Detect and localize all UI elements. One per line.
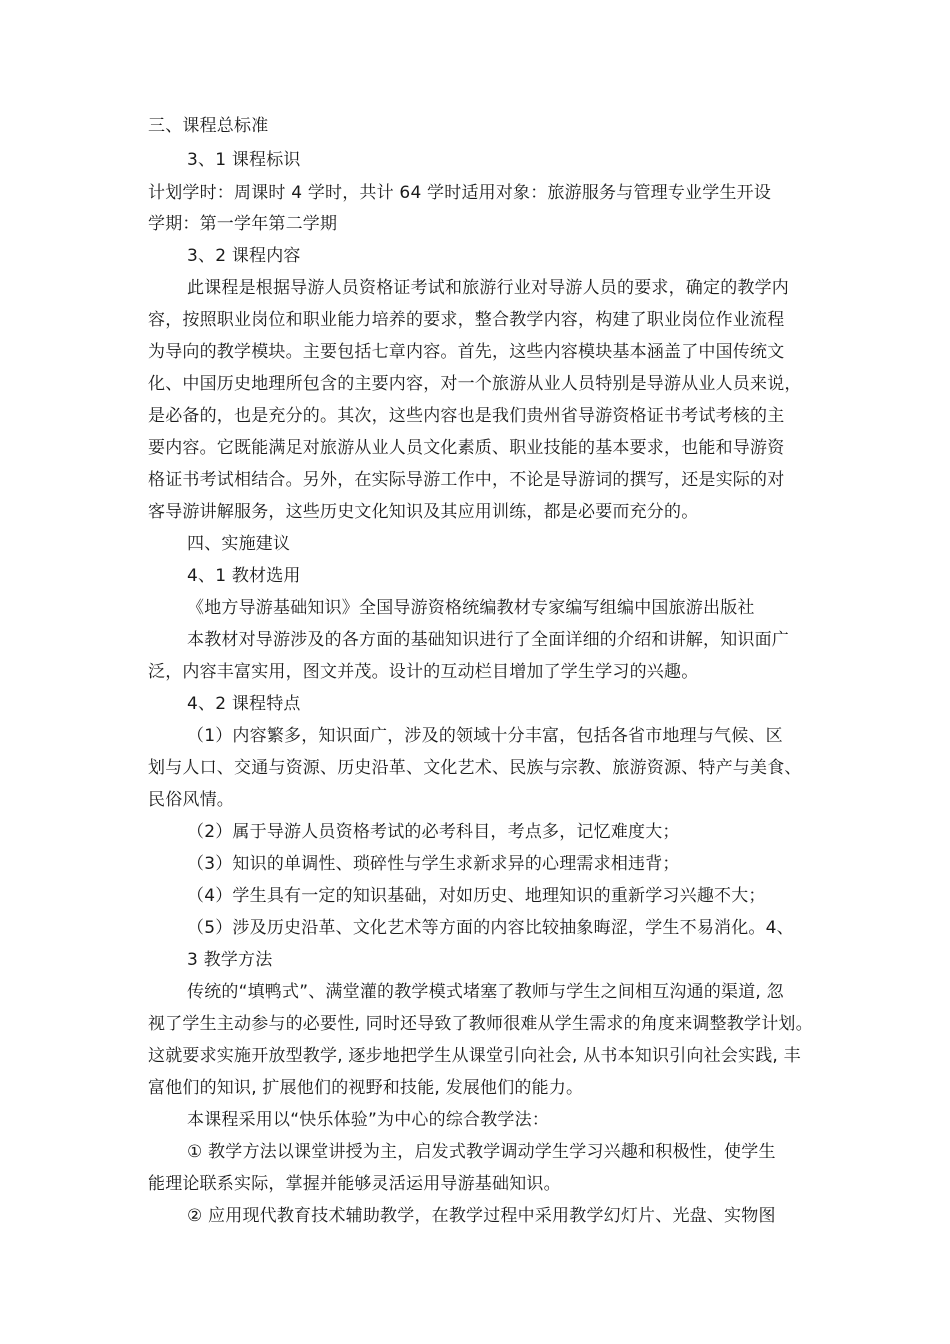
textbook-title: 《地方导游基础知识》全国导游资格统编教材专家编写组编中国旅游出版社	[187, 598, 755, 618]
teaching-method-line: 富他们的知识, 扩展他们的视野和技能, 发展他们的能力。	[148, 1078, 584, 1098]
course-content-paragraph-line: 客导游讲解服务，这些历史文化知识及其应用训练，都是必要而充分的。	[148, 502, 699, 522]
course-identification-line-2: 学期：第一学年第二学期	[148, 214, 338, 234]
feature-item-line: （2）属于导游人员资格考试的必考科目，考点多，记忆难度大；	[187, 822, 680, 842]
teaching-method-line: 视了学生主动参与的必要性, 同时还导致了教师很难从学生需求的角度来调整教学计划。	[148, 1014, 813, 1034]
textbook-description-line: 泛，内容丰富实用，图文并茂。设计的互动栏目增加了学生学习的兴趣。	[148, 662, 699, 682]
course-identification-line-1: 计划学时：周课时 4 学时，共计 64 学时适用对象：旅游服务与管理专业学生开设	[148, 183, 772, 203]
section-4-heading: 四、实施建议	[187, 534, 291, 554]
teaching-method-line: ① 教学方法以课堂讲授为主，启发式教学调动学生学习兴趣和积极性，使学生	[187, 1142, 776, 1162]
course-content-paragraph-line: 要内容。它既能满足对旅游从业人员文化素质、职业技能的基本要求，也能和导游资	[148, 438, 785, 458]
course-content-paragraph-line: 为导向的教学模块。主要包括七章内容。首先，这些内容模块基本涵盖了中国传统文	[148, 342, 785, 362]
course-content-paragraph-line: 化、中国历史地理所包含的主要内容，对一个旅游从业人员特别是导游从业人员来说，	[148, 374, 802, 394]
textbook-description-line: 本教材对导游涉及的各方面的基础知识进行了全面详细的介绍和讲解，知识面广	[187, 630, 789, 650]
feature-item-line: 划与人口、交通与资源、历史沿革、文化艺术、民族与宗教、旅游资源、特产与美食、	[148, 758, 802, 778]
subsection-3-2-heading: 3、2 课程内容	[187, 246, 301, 266]
teaching-method-line: 能理论联系实际，掌握并能够灵活运用导游基础知识。	[148, 1174, 561, 1194]
feature-item-line: （1）内容繁多，知识面广，涉及的领域十分丰富，包括各省市地理与气候、区	[187, 726, 783, 746]
subsection-4-2-heading: 4、2 课程特点	[187, 694, 301, 714]
course-content-paragraph-line: 格证书考试相结合。另外，在实际导游工作中，不论是导游词的撰写，还是实际的对	[148, 470, 785, 490]
course-content-paragraph-line: 此课程是根据导游人员资格证考试和旅游行业对导游人员的要求，确定的教学内	[187, 278, 789, 298]
teaching-method-line: 传统的“填鸭式”、满堂灌的教学模式堵塞了教师与学生之间相互沟通的渠道, 忽	[187, 982, 784, 1002]
section-3-heading: 三、课程总标准	[148, 116, 269, 136]
feature-item-line: （4）学生具有一定的知识基础，对如历史、地理知识的重新学习兴趣不大；	[187, 886, 766, 906]
subsection-4-1-heading: 4、1 教材选用	[187, 566, 301, 586]
teaching-method-line: ② 应用现代教育技术辅助教学，在教学过程中采用教学幻灯片、光盘、实物图	[187, 1206, 776, 1226]
subsection-3-1-heading: 3、1 课程标识	[187, 150, 301, 170]
teaching-method-line: 本课程采用以“快乐体验”为中心的综合教学法：	[187, 1110, 550, 1130]
course-content-paragraph-line: 容，按照职业岗位和职业能力培养的要求，整合教学内容，构建了职业岗位作业流程	[148, 310, 785, 330]
feature-item-line: 民俗风情。	[148, 790, 234, 810]
course-content-paragraph-line: 是必备的，也是充分的。其次，这些内容也是我们贵州省导游资格证书考试考核的主	[148, 406, 785, 426]
teaching-method-line: 这就要求实施开放型教学, 逐步地把学生从课堂引向社会, 从书本知识引向社会实践, 丰	[148, 1046, 801, 1066]
subsection-4-3-heading: 3 教学方法	[187, 950, 273, 970]
feature-item-line: （5）涉及历史沿革、文化艺术等方面的内容比较抽象晦涩，学生不易消化。4、	[187, 918, 794, 938]
feature-item-line: （3）知识的单调性、琐碎性与学生求新求异的心理需求相违背；	[187, 854, 680, 874]
